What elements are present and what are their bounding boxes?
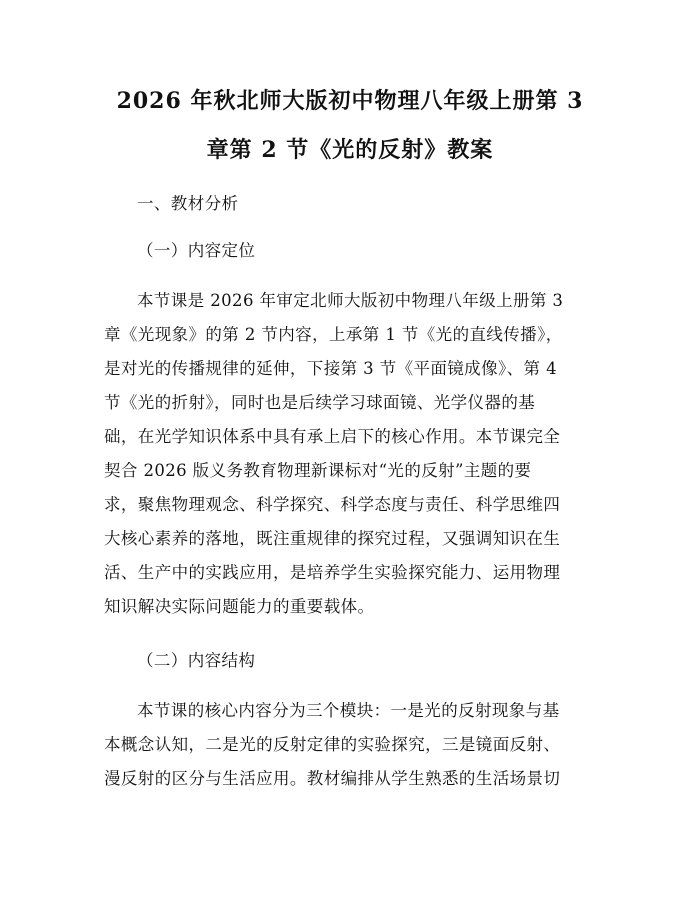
paragraph-1-line-5: 础，在光学知识体系中具有承上启下的核心作用。本节课完全	[104, 427, 561, 446]
paragraph-2-line-2: 本概念认知，二是光的反射定律的实验探究，三是镜面反射、	[104, 735, 561, 754]
document-title-line-2: 章第 2 节《光的反射》教案	[206, 137, 494, 163]
paragraph-1-line-3: 是对光的传播规律的延伸，下接第 3 节《平面镜成像》、第 4	[104, 359, 557, 378]
section-heading-textbook-analysis: 一、教材分析	[137, 194, 239, 213]
subsection-heading-content-position: （一）内容定位	[137, 241, 256, 260]
subsection-heading-content-structure: （二）内容结构	[137, 651, 256, 670]
paragraph-2-line-3: 漫反射的区分与生活应用。教材编排从学生熟悉的生活场景切	[104, 769, 561, 788]
paragraph-1-line-9: 活、生产中的实践应用，是培养学生实验探究能力、运用物理	[104, 563, 561, 582]
paragraph-1-line-7: 求，聚焦物理观念、科学探究、科学态度与责任、科学思维四	[104, 495, 561, 514]
paragraph-1-line-6: 契合 2026 版义务教育物理新课标对“光的反射”主题的要	[104, 461, 532, 480]
paragraph-1-line-1: 本节课是 2026 年审定北师大版初中物理八年级上册第 3	[137, 291, 564, 310]
paragraph-1-line-8: 大核心素养的落地，既注重规律的探究过程，又强调知识在生	[104, 529, 561, 548]
paragraph-2-line-1: 本节课的核心内容分为三个模块：一是光的反射现象与基	[137, 701, 560, 720]
paragraph-1-line-4: 节《光的折射》，同时也是后续学习球面镜、光学仪器的基	[104, 393, 536, 412]
paragraph-1-line-2: 章《光现象》的第 2 节内容，上承第 1 节《光的直线传播》，	[104, 325, 563, 344]
paragraph-1-line-10: 知识解决实际问题能力的重要载体。	[104, 597, 375, 616]
document-title-line-1: 2026 年秋北师大版初中物理八年级上册第 3	[116, 88, 584, 114]
